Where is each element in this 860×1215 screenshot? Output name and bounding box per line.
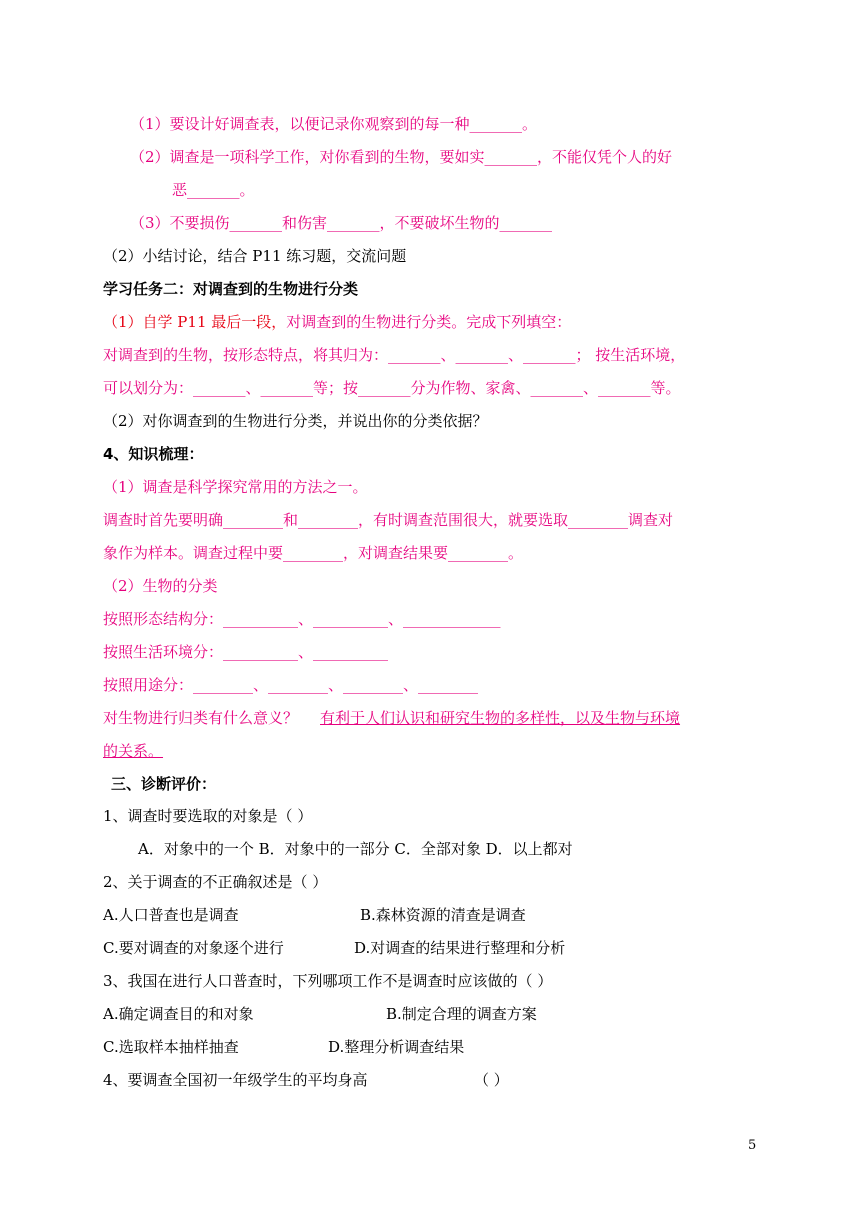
text-line: （1）调查是科学探究常用的方法之一。 xyxy=(103,478,368,496)
answer-text: 有利于人们认识和研究生物的多样性，以及生物与环境 xyxy=(320,709,681,727)
text-line xyxy=(103,708,680,728)
answer-text: 的关系。 xyxy=(103,742,164,760)
section-heading: 4、知识梳理： xyxy=(103,445,204,463)
text-line: 调查时首先要明确________和________，有时调查范围很大，就要选取________调查对 xyxy=(103,511,674,529)
text-line: 象作为样本。调查过程中要________，对调查结果要________。 xyxy=(103,544,524,562)
text-line: 可以划分为：_______、_______等；按_______分为作物、家禽、_______、_______等。 xyxy=(103,379,681,397)
answer-options: A．对象中的一个 B．对象中的一部分 C．全部对象 D．以上都对 xyxy=(138,840,573,858)
option: B.制定合理的调查方案 xyxy=(386,1005,537,1023)
option: B.森林资源的清查是调查 xyxy=(360,906,526,924)
option: C.要对调查的对象逐个进行 xyxy=(103,939,284,957)
text-line: （1）要设计好调查表，以便记录你观察到的每一种_______。 xyxy=(130,115,538,133)
question: 4、要调查全国初一年级学生的平均身高 xyxy=(103,1071,368,1089)
question: 3、我国在进行人口普查时，下列哪项工作不是调查时应该做的（ ） xyxy=(103,972,553,990)
page-number: 5 xyxy=(748,1138,757,1153)
option: D.整理分析调查结果 xyxy=(328,1038,465,1056)
text-line: （2）小结讨论，结合 P11 练习题，交流问题 xyxy=(103,247,407,265)
question: 1、调查时要选取的对象是（ ） xyxy=(103,807,313,825)
inline-text: 对调查到的生物进行分类。完成下列填空： xyxy=(286,313,572,331)
text-line: 恶_______。 xyxy=(172,181,255,199)
text-line: （2）对你调查到的生物进行分类，并说出你的分类依据？ xyxy=(103,412,488,430)
highlight-text: （1）自学 P11 最后一段， xyxy=(103,313,287,331)
text-line: 按照生活环境分：__________、__________ xyxy=(103,643,389,661)
answer-bracket: （ ） xyxy=(474,1071,509,1089)
text-line: （2）调查是一项科学工作，对你看到的生物，要如实_______，不能仅凭个人的好 xyxy=(130,148,673,166)
section-heading: 学习任务二：对调查到的生物进行分类 xyxy=(103,280,359,298)
option: D.对调查的结果进行整理和分析 xyxy=(354,939,566,957)
text-line xyxy=(103,312,571,332)
text-line: 对调查到的生物，按形态特点，将其归为：_______、_______、_______； 按生活环境， xyxy=(103,346,686,364)
section-heading: 三、诊断评价： xyxy=(111,775,217,793)
text-line: 按照用途分：________、________、________、________ xyxy=(103,676,479,694)
text-line: （3）不要损伤_______和伤害_______，不要破坏生物的_______ xyxy=(130,214,553,232)
text-line: （2）生物的分类 xyxy=(103,577,218,595)
text-line: 按照形态结构分：__________、__________、_____________ xyxy=(103,610,501,628)
question: 2、关于调查的不正确叙述是（ ） xyxy=(103,873,328,891)
question-text: 对生物进行归类有什么意义？ xyxy=(103,709,299,727)
option: A.确定调查目的和对象 xyxy=(103,1005,254,1023)
option: C.选取样本抽样抽查 xyxy=(103,1038,239,1056)
option: A.人口普查也是调查 xyxy=(103,906,239,924)
